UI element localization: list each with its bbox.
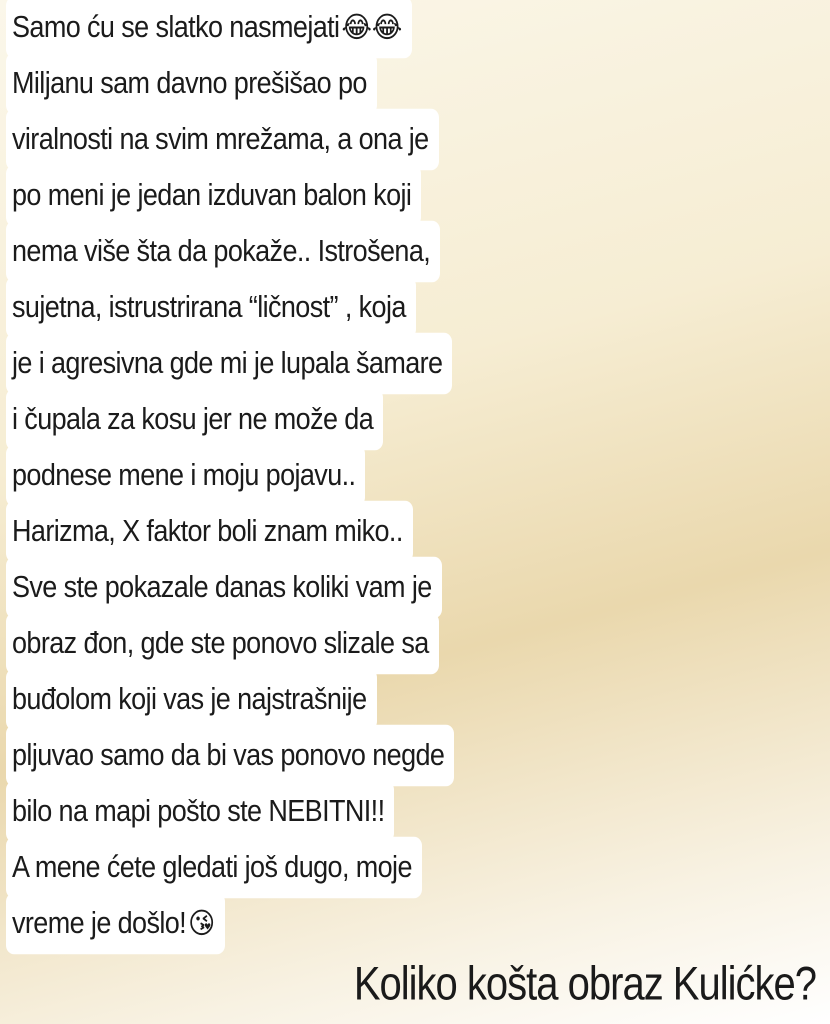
kiss-face-icon: 😘 — [188, 906, 216, 941]
story-line — [6, 221, 440, 283]
story-line — [6, 613, 439, 675]
story-line-text: po meni je jedan izduvan balon koji — [12, 178, 412, 212]
story-line-text: viralnosti na svim mrežama, a ona je — [12, 122, 429, 156]
story-line — [6, 109, 439, 171]
caption-title: Koliko košta obraz Kulićke? — [353, 957, 816, 1010]
story-line — [6, 725, 454, 787]
story-line-text: pljuvao samo da bi vas ponovo negde — [12, 738, 445, 772]
story-line-text: Samo ću se slatko nasmejati — [12, 10, 340, 44]
story-line-text: bilo na mapi pošto ste NEBITNI!! — [12, 794, 385, 828]
story-line-text: i čupala za kosu jer ne može da — [12, 402, 374, 436]
story-line — [6, 501, 413, 563]
story-line — [6, 165, 421, 227]
story-line-text: obraz đon, gde ste ponovo slizale sa — [12, 626, 429, 660]
story-line — [6, 557, 442, 619]
story-line-text: buđolom koji vas je najstrašnije — [12, 682, 367, 716]
story-line-text: je i agresivna gde mi je lupala šamare — [12, 346, 443, 380]
story-line-text: podnese mene i moju pojavu.. — [12, 458, 356, 492]
story-line — [6, 893, 225, 955]
tears-of-joy-icon: 😂😂 — [341, 10, 403, 45]
story-line-text: Harizma, X faktor boli znam miko.. — [12, 514, 403, 548]
story-line — [6, 445, 365, 507]
story-line — [6, 781, 394, 843]
story-line — [6, 389, 383, 451]
story-line-text: vreme je došlo! — [12, 906, 187, 940]
story-line-text: Miljanu sam davno prešišao po — [12, 66, 367, 100]
story-line — [6, 277, 416, 339]
story-line — [6, 669, 377, 731]
story-line-text: nema više šta da pokaže.. Istrošena, — [12, 234, 431, 268]
story-line — [6, 53, 377, 115]
story-line — [6, 333, 452, 395]
story-line-text: sujetna, istrustrirana “ličnost” , koja — [12, 290, 406, 324]
story-line-text: Sve ste pokazale danas koliki vam je — [12, 570, 432, 604]
story-line — [6, 0, 412, 58]
story-line-text: A mene ćete gledati još dugo, moje — [12, 850, 412, 884]
story-line — [6, 837, 422, 899]
